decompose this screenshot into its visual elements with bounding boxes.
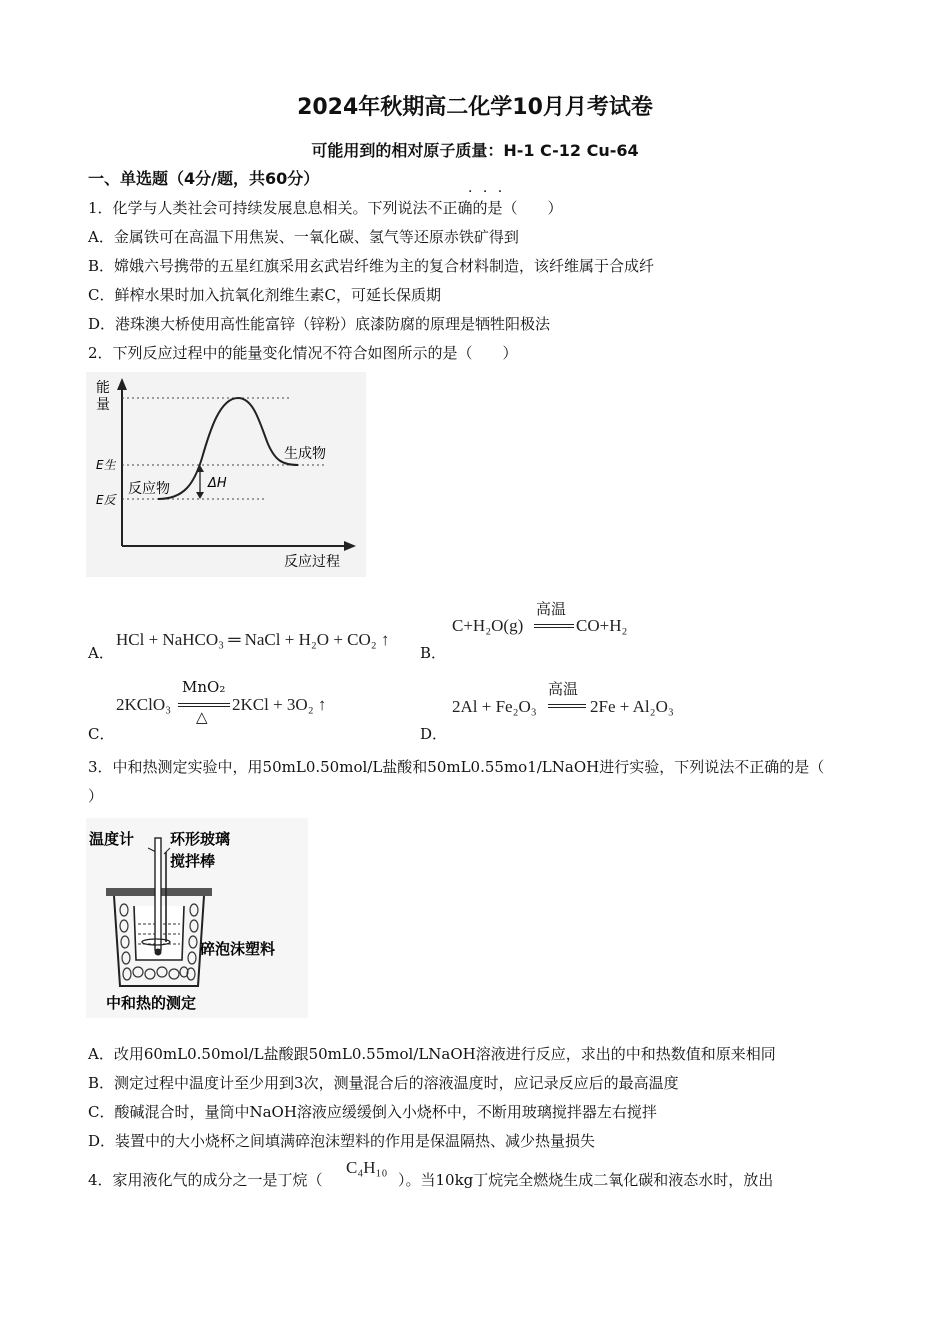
- calorimeter-background: [86, 818, 308, 1018]
- q2-equation-b-right: CO+H₂: [576, 616, 628, 635]
- x-axis-label: 反应过程: [284, 554, 340, 570]
- q2-equation-a: HCl + NaHCO₃ ═ NaCl + H₂O + CO₂ ↑: [116, 630, 390, 649]
- q1-stem: 1．化学与人类社会可持续发展息息相关。下列说法不正确的是（ ）: [88, 199, 563, 217]
- q1-option-d: D．港珠澳大桥使用高性能富锌（锌粉）底漆防腐的原理是牺牲阳极法: [88, 315, 551, 333]
- q4-stem-end: ）。当10kg丁烷完全燃烧生成二氧化碳和液态水时，放出: [398, 1171, 774, 1189]
- q2-option-c-label: C．: [88, 725, 115, 743]
- y-axis-label-2: 量: [96, 397, 110, 413]
- q2-equation-c-sign: [178, 703, 230, 707]
- q3-option-d: D．装置中的大小烧杯之间填满碎泡沫塑料的作用是保温隔热、减少热量损失: [88, 1132, 596, 1150]
- q2-option-a-label: A．: [88, 644, 114, 662]
- stirrer-label-1: 环形玻璃: [170, 830, 231, 848]
- thermometer-label: 温度计: [89, 830, 135, 848]
- calorimeter-diagram: [86, 818, 308, 1018]
- q1-option-c: C．鲜榨水果时加入抗氧化剂维生素C，可延长保质期: [88, 286, 441, 304]
- q2-equation-c-catalyst: MnO₂: [182, 678, 226, 696]
- q2-equation-c-heat: △: [196, 708, 208, 726]
- q2-equation-b-condition: 高温: [536, 600, 567, 618]
- e-product-label: E生: [96, 458, 116, 472]
- e-reactant-label: E反: [96, 493, 116, 507]
- stirrer-label-2: 搅拌棒: [170, 852, 216, 870]
- q2-equation-c-left: 2KClO₃: [116, 695, 172, 714]
- product-label: 生成物: [284, 446, 326, 462]
- atomic-mass-note: 可能用到的相对原子质量：H-1 C-12 Cu-64: [311, 141, 639, 160]
- page-title: 2024年秋期高二化学10月月考试卷: [297, 95, 653, 120]
- delta-h-label: ΔH: [208, 476, 227, 491]
- thermometer: [155, 838, 161, 950]
- thermometer-bulb: [155, 949, 162, 956]
- q3-option-c: C．酸碱混合时，量筒中NaOH溶液应缓缓倒入小烧杯中，不断用玻璃搅拌器左右搅拌: [88, 1103, 657, 1121]
- q3-stem-close: ）: [88, 787, 104, 805]
- q2-equation-c-right: 2KCl + 3O₂ ↑: [232, 695, 327, 714]
- q3-option-a: A．改用60mL0.50mol/L盐酸跟50mL0.55mol/LNaOH溶液进行反应，求出的中和热数值和原来相同: [88, 1045, 776, 1063]
- q2-equation-b-sign: [534, 624, 574, 628]
- foam-label: 碎泡沫塑料: [200, 940, 276, 958]
- y-axis-label-1: 能: [96, 380, 110, 396]
- q4-butane-formula: C₄H₁₀: [346, 1158, 388, 1177]
- figure-caption: 中和热的测定: [106, 994, 197, 1012]
- section-heading: 一、单选题（4分/题，共60分）: [88, 169, 320, 188]
- q2-equation-d-sign: [548, 704, 586, 708]
- q1-option-b: B．嫦娥六号携带的五星红旗采用玄武岩纤维为主的复合材料制造，该纤维属于合成纤: [88, 257, 655, 275]
- energy-diagram: [86, 372, 366, 577]
- emphasis-dots: · · ·: [468, 184, 506, 200]
- q1-option-a: A．金属铁可在高温下用焦炭、一氧化碳、氢气等还原赤铁矿得到: [88, 228, 519, 246]
- q3-stem: 3．中和热测定实验中，用50mL0.50mol/L盐酸和50mL0.55mo1/LNaOH进行实验，下列说法不正确的是（: [88, 758, 825, 776]
- q4-stem-start: 4．家用液化气的成分之一是丁烷（: [88, 1171, 323, 1189]
- q2-equation-b-left: C+H₂O(g): [452, 616, 524, 635]
- reactant-label: 反应物: [128, 481, 170, 497]
- q3-option-b: B．测定过程中温度计至少用到3次，测量混合后的溶液温度时，应记录反应后的最高温度: [88, 1074, 679, 1092]
- q2-stem: 2．下列反应过程中的能量变化情况不符合如图所示的是（ ）: [88, 344, 518, 362]
- q2-equation-d-condition: 高温: [548, 680, 579, 698]
- q2-option-d-label: D．: [420, 725, 448, 743]
- q2-option-b-label: B．: [420, 644, 447, 662]
- q2-equation-d-left: 2Al + Fe₂O₃: [452, 697, 537, 716]
- q2-equation-d-right: 2Fe + Al₂O₃: [590, 697, 674, 716]
